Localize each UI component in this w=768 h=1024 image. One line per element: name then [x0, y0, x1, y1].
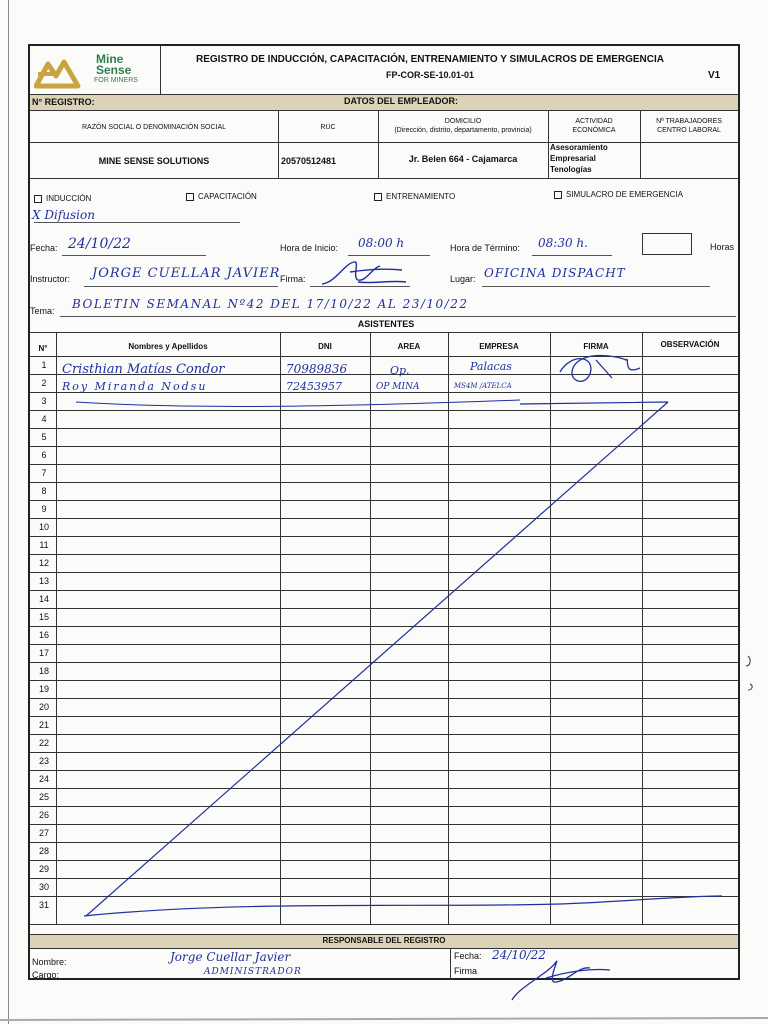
row-number: 24: [38, 774, 49, 784]
row-number: 22: [38, 738, 49, 748]
cargo-label: Cargo:: [32, 970, 60, 980]
horas-label: Horas: [710, 242, 735, 252]
actividad-line-1: Asesoramiento: [550, 143, 608, 152]
attendee-2-area: OP MINA: [376, 382, 420, 392]
entrenamiento-label: ENTRENAMIENTO: [386, 192, 456, 201]
form-version: V1: [708, 70, 721, 81]
col-empresa-header: EMPRESA: [479, 342, 519, 351]
attendee-1-area: Op.: [390, 364, 410, 377]
firma-label: Firma:: [280, 274, 306, 284]
row-number: 23: [38, 756, 49, 766]
col-razon-header: RAZÓN SOCIAL O DENOMINACIÓN SOCIAL: [81, 124, 227, 131]
attendee-2-dni: 72453957: [286, 380, 342, 393]
employer-section-label: DATOS DEL EMPLEADOR:: [344, 96, 459, 106]
fecha-value[interactable]: 24/10/22: [68, 236, 131, 252]
responsable-nombre: Jorge Cuellar Javier: [170, 950, 291, 964]
tema-value[interactable]: BOLETIN SEMANAL Nº42 DEL 17/10/22 AL 23/10/22: [72, 297, 469, 311]
footer-firma-label: Firma: [454, 966, 477, 976]
nombre-label: Nombre:: [32, 957, 67, 967]
actividad-line-3: Tenologías: [550, 165, 592, 174]
responsable-cargo: ADMINISTRADOR: [204, 967, 302, 977]
row-number: 17: [38, 648, 49, 658]
row-number: 2: [41, 378, 47, 388]
attendee-1-empresa: Palacas: [470, 360, 512, 373]
lugar-value[interactable]: OFICINA DISPACHT: [484, 266, 626, 280]
row-number: 16: [38, 630, 49, 640]
induccion-label: INDUCCIÓN: [46, 194, 92, 203]
row-number: 14: [38, 594, 49, 604]
actividad-line-2: Empresarial: [550, 154, 596, 163]
simulacro-label: SIMULACRO DE EMERGENCIA: [566, 190, 683, 199]
row-number: 4: [41, 414, 47, 424]
row-number: 30: [38, 882, 49, 892]
row-number: 3: [41, 396, 47, 406]
row-number: 27: [38, 828, 49, 838]
row-number: 28: [38, 846, 49, 856]
col-domicilio-header: DOMICILIO: [444, 118, 482, 125]
row-number: 9: [41, 504, 47, 514]
row-number: 13: [38, 576, 49, 586]
col-area-header: AREA: [397, 342, 421, 351]
razon-social-value: MINE SENSE SOLUTIONS: [98, 156, 210, 166]
row-number: 18: [38, 666, 49, 676]
instructor-value[interactable]: JORGE CUELLAR JAVIER: [92, 266, 281, 281]
row-number: 5: [41, 432, 47, 442]
row-number: 12: [38, 558, 49, 568]
col-actividad-header-1: ACTIVIDAD: [575, 118, 613, 125]
form-code: FP-COR-SE-10.01-01: [385, 70, 475, 80]
col-firma-header: FIRMA: [583, 342, 609, 351]
other-type-handwritten: X Difusion: [32, 208, 95, 222]
row-number: 26: [38, 810, 49, 820]
row-number: 8: [41, 486, 47, 496]
row-number: 15: [38, 612, 49, 622]
row-number: 25: [38, 792, 49, 802]
responsable-label: RESPONSABLE DEL REGISTRO: [322, 936, 446, 945]
tema-label: Tema:: [30, 306, 55, 316]
hora-inicio-value[interactable]: 08:00 h: [358, 236, 405, 250]
asistentes-label: ASISTENTES: [357, 319, 415, 329]
footer-fecha-label: Fecha:: [454, 951, 482, 961]
registro-label: N° REGISTRO:: [32, 97, 95, 107]
logo-name: Mine: [96, 52, 124, 66]
footer-signature-icon: [512, 961, 610, 1000]
attendee-2-empresa: MS4M /ATELCA: [454, 382, 512, 390]
row-number: 20: [38, 702, 49, 712]
row-number: 29: [38, 864, 49, 874]
row-number: 31: [38, 900, 49, 910]
row-number: 6: [41, 450, 47, 460]
row-number: 19: [38, 684, 49, 694]
col-ruc-header: RUC: [320, 124, 336, 131]
lugar-label: Lugar:: [450, 274, 476, 284]
col-trab-header-1: Nª TRABAJADORES: [656, 118, 722, 125]
fecha-label: Fecha:: [30, 243, 58, 253]
logo-name-2: Sense: [96, 63, 132, 77]
row-number: 10: [38, 522, 49, 532]
bottom-scan-edge: [0, 1018, 768, 1020]
domicilio-value: Jr. Belen 664 - Cajamarca: [408, 154, 518, 164]
row-number: 1: [41, 360, 47, 370]
ruc-value: 20570512481: [281, 156, 337, 166]
margin-marks: [746, 656, 752, 690]
col-n-header: N°: [38, 344, 48, 353]
attendee-1-dni: 70989836: [286, 362, 348, 376]
form-title: REGISTRO DE INDUCCIÓN, CAPACITACIÓN, ENTRENAMIENTO Y SIMULACROS DE EMERGENCIA: [196, 54, 664, 65]
col-obs-header: OBSERVACIÓN: [660, 340, 720, 349]
attendee-2-name: Roy Miranda Nodsu: [62, 380, 208, 393]
hora-inicio-label: Hora de Inicio:: [280, 243, 339, 253]
row-number: 21: [38, 720, 49, 730]
hora-termino-label: Hora de Término:: [450, 243, 520, 253]
attendee-1-name: Cristhian Matías Condor: [62, 362, 225, 377]
col-actividad-header-2: ECONÓMICA: [572, 127, 616, 134]
col-domicilio-sub: (Dirección, distrito, departamento, provincia): [394, 127, 532, 134]
capacitacion-label: CAPACITACIÓN: [198, 192, 257, 201]
hora-termino-value[interactable]: 08:30 h.: [538, 236, 588, 250]
row-2-strike-line: [76, 400, 520, 406]
logo-tagline: FOR MINERS: [94, 77, 138, 84]
bottom-cancel-line: [84, 896, 722, 916]
col-trab-header-2: CENTRO LABORAL: [657, 127, 721, 134]
row-number: 7: [41, 468, 47, 478]
col-nombres-header: Nombres y Apellidos: [128, 342, 208, 351]
footer-fecha-value: 24/10/22: [492, 948, 546, 962]
row-number: 11: [39, 540, 49, 550]
col-dni-header: DNI: [318, 342, 332, 351]
attendee-1-signature-icon: [560, 356, 640, 382]
diagonal-cancel-line: [86, 402, 668, 916]
instructor-label: Instructor:: [30, 274, 71, 284]
